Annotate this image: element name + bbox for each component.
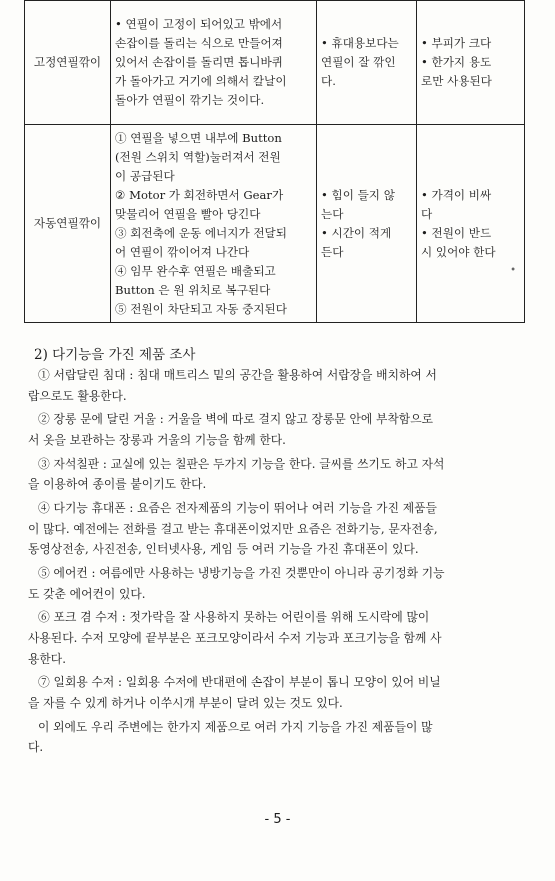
product-name-cell: 고정연필깎이 xyxy=(25,1,111,125)
cons-line: • 부피가 크다 xyxy=(421,36,492,50)
paragraph-line: 이 많다. 예전에는 전화를 걸고 받는 휴대폰이었지만 요즘은 전화기능, 문자전송, xyxy=(28,521,438,536)
page-number: - 5 - xyxy=(264,812,291,827)
paragraph-line: 랍으로도 활용한다. xyxy=(28,388,127,403)
paragraph-line: 이 외에도 우리 주변에는 한가지 제품으로 여러 가지 기능을 가진 제품들이 많 xyxy=(38,719,433,734)
description-line: ④ 임무 완수후 연필은 배출되고 xyxy=(115,263,276,278)
cons-line: 시 있어야 한다 xyxy=(421,244,496,259)
pros-line: 는다 xyxy=(321,206,344,221)
paragraph-line: ⑦ 일회용 수저 : 일회용 수저에 반대편에 손잡이 부분이 톱니 모양이 있어 비닐 xyxy=(38,675,441,690)
description-line: 어 연필이 깎이어져 나간다 xyxy=(115,244,250,259)
pros-line: 든다 xyxy=(321,244,344,259)
section-title: 2) 다기능을 가진 제품 조사 xyxy=(34,347,196,363)
pros-cell xyxy=(317,125,417,323)
paragraph xyxy=(28,365,528,406)
table-row xyxy=(25,125,525,323)
stray-mark: • xyxy=(510,265,516,276)
paragraph xyxy=(28,672,528,713)
paragraph-line: 용한다. xyxy=(28,651,66,666)
description-line: 있어서 손잡이를 돌리면 톱니바퀴 xyxy=(115,55,283,69)
description-line: 손잡이를 돌리는 식으로 만들어져 xyxy=(115,36,283,50)
paragraph xyxy=(28,454,528,495)
paragraph-line: ④ 다기능 휴대폰 : 요즘은 전자제품의 기능이 뛰어나 여러 기능을 가진 제품들 xyxy=(38,501,437,516)
description-line: ② Motor 가 회전하면서 Gear가 xyxy=(115,187,284,202)
paragraph-line: ③ 자석칠판 : 교실에 있는 칠판은 두가지 기능을 한다. 글씨를 쓰기도 하고 자석 xyxy=(38,456,445,471)
description-line: (전원 스위치 역할)눌러져서 전원 xyxy=(115,149,281,164)
pros-line: • 힘이 들지 않 xyxy=(321,187,395,202)
paragraph-line: 동영상전송, 사진전송, 인터넷사용, 게임 등 여러 기능을 가진 휴대폰이 있다. xyxy=(28,542,419,557)
paragraph-line: ⑤ 에어컨 : 여름에만 사용하는 냉방기능을 가진 것뿐만이 아니라 공기정화 기능 xyxy=(38,566,445,581)
pros-line: • 휴대용보다는 xyxy=(321,36,399,50)
description-line: 이 공급된다 xyxy=(115,168,175,183)
description-line: ① 연필을 넣으면 내부에 Button xyxy=(115,130,282,145)
description-line: Button 은 원 위치로 복구된다 xyxy=(115,282,271,297)
description-cell xyxy=(111,125,317,323)
paragraph-line: 사용된다. 수저 모양에 끝부분은 포크모양이라서 수저 기능과 포크기능을 함께 사 xyxy=(28,631,442,646)
table-row xyxy=(25,1,525,125)
product-name-cell: 자동연필깎이 xyxy=(25,125,111,323)
cons-cell xyxy=(417,1,525,125)
paragraph xyxy=(28,563,528,604)
paragraph xyxy=(28,717,528,758)
paragraph xyxy=(28,498,528,560)
paragraph-line: 도 갖춘 에어컨이 있다. xyxy=(28,586,146,601)
cons-cell xyxy=(417,125,525,323)
paragraph xyxy=(28,607,528,669)
paragraph-line: 서 옷을 보관하는 장롱과 거울의 기능을 함께 한다. xyxy=(28,432,286,447)
paragraph xyxy=(28,409,528,450)
cons-line: 다 xyxy=(421,206,433,221)
paragraph-line: ① 서랍달린 침대 : 침대 매트리스 밑의 공간을 활용하여 서랍장을 배치하여 서 xyxy=(38,368,437,382)
description-line: 돌아가 연필이 깎기는 것이다. xyxy=(115,93,265,107)
description-line: 가 돌아가고 거기에 의해서 칼날이 xyxy=(115,74,287,88)
description-line: ⑤ 전원이 차단되고 자동 중지된다 xyxy=(115,301,287,316)
paragraph-line: ⑥ 포크 겸 수저 : 젓가락을 잘 사용하지 못하는 어린이를 위해 도시락에 많이 xyxy=(38,610,430,625)
pros-line: 연필이 잘 깎인 xyxy=(321,55,396,69)
paragraph-line: ② 장롱 문에 달린 거울 : 거울을 벽에 따로 걸지 않고 장롱문 안에 부착함으로 xyxy=(38,412,433,427)
paragraph-line: 을 이용하여 종이를 붙이기도 한다. xyxy=(28,477,207,492)
description-line: ③ 회전축에 운동 에너지가 전달되 xyxy=(115,225,287,240)
cons-line: • 가격이 비싸 xyxy=(421,187,492,202)
description-line: • 연필이 고정이 되어있고 밖에서 xyxy=(115,17,283,31)
cons-line: 로만 사용된다 xyxy=(421,74,492,88)
description-cell xyxy=(111,1,317,125)
cons-line: • 전원이 반드 xyxy=(421,225,492,240)
pros-line: • 시간이 적게 xyxy=(321,225,392,240)
pros-line: 다. xyxy=(321,74,336,88)
section-body xyxy=(28,365,528,761)
paragraph-line: 다. xyxy=(28,740,44,755)
description-line: 맞물리어 연필을 빨아 당긴다 xyxy=(115,206,261,221)
comparison-table xyxy=(24,0,525,323)
paragraph-line: 을 자를 수 있게 하거나 이쑤시개 부분이 달려 있는 것도 있다. xyxy=(28,696,343,711)
cons-line: • 한가지 용도 xyxy=(421,55,492,69)
pros-cell xyxy=(317,1,417,125)
